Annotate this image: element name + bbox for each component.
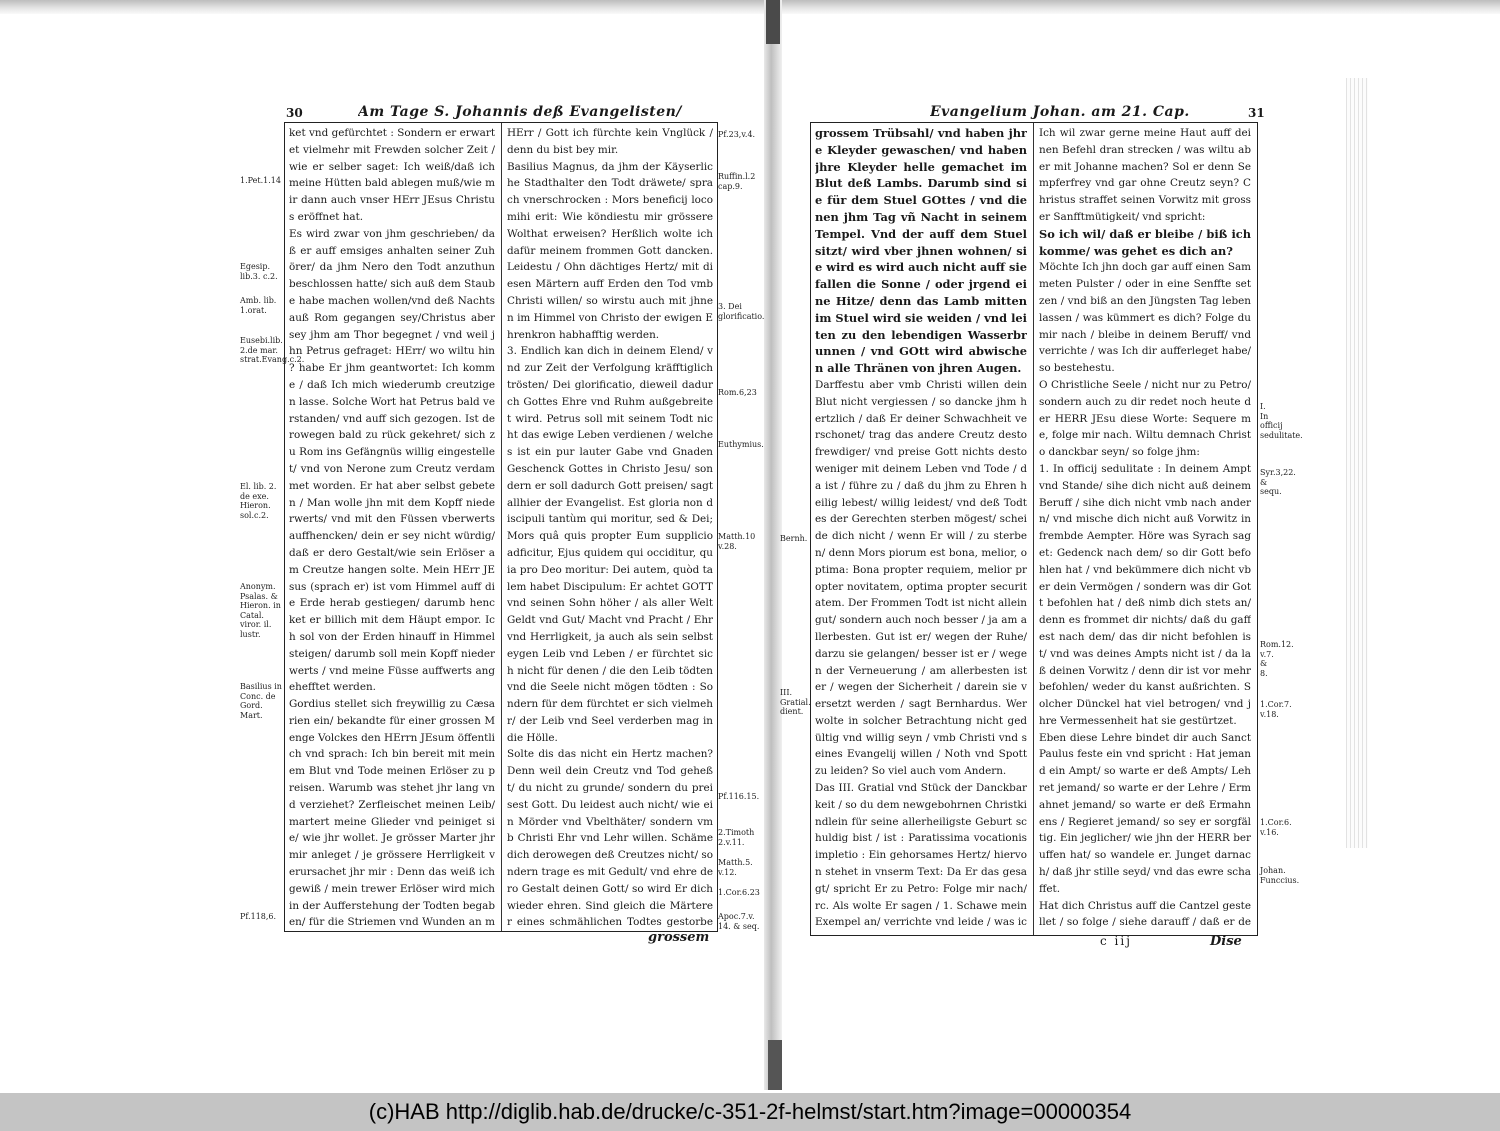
margin-note: Anonym. Psalas. & Hieron. in Catal. viror. il. lustr.	[240, 582, 281, 639]
paragraph: Hat dich Christus auff die Cantzel gestellet / so folge / siehe darauff / daß er de	[1039, 899, 1251, 929]
margin-note: Bernh.	[780, 534, 808, 543]
paragraph: Eben diese Lehre bindet dir auch Sanct Paulus feste ein vnd spricht : Hat jemand ein Ampt/ so warte er deß Ampts/ Lehret jemand/ so warte er der Lehre / Ermahnet jemand/ so warte er deß Ermahnens / Regieret jemand/ so sey er sorgfältig. Ein jeglicher/ wie jhn der HERR beruffen hat/ so wandele er. Junget darnach/ daß jhr stille seyd/ vnd das ewre schaffet.	[1039, 731, 1251, 895]
paragraph: Es wird zwar von jhm geschrieben/ daß er auff emsiges anhalten seiner Zuhörer/ da jhm Nero den Todt anzuthun beschlossen hatte/ sich auß dem Staube habe machen wollen/vnd deß Nachts auß Rom gegangen sey/Christus aber sey jhm am Thor begegnet / vnd weil jhn Petrus gefraget: HErr/ wo wiltu hin ? habe Er jhm geantwortet: Ich komme / daß Ich mich wiederumb creutzigen lasse. Solche Wort hat Petrus bald verstanden/ vnd auff sich gezogen. Ist derowegen bald zu rück gekehret/ sich zu Rom ins Gefängnüs willig eingestellet/ vnd von Nerone zum Creutz verdammet worden. Er hat aber selbst gebeten / Man wolle jhn mit dem Kopff niederwerts/ vnd mit den Füssen vberwerts auffhencken/ dein er sey nicht würdig/daß er dero Gestalt/wie sein Erlöser am Creutze hangen solte. Mein HErr JEsus (sprach er) ist vom Himmel auff die Erde herab gestiegen/ darumb hencket er billich mit dem Häupt empor. Ich sol von der Erden hinauff in Himmel steigen/ darumb soll mein Kopff niederwerts / vnd meine Füsse auffwerts angehefftet werden.	[289, 227, 495, 694]
paragraph: 3. Endlich kan dich in deinem Elend/ vnd zur Zeit der Verfolgung kräfftiglich trösten/ Dei glorificatio, dieweil dadurch Gottes Ehre vnd Ruhm außgebreitet wird. Petrus soll mit seinem Todt nicht das ewige Leben verdienen / welches ist ein pur lauter Gabe vnd Gnaden Geschenck Gottes in Christo Jesu/ sondern er soll dadurch Gott preisen/ sagt allhier der Evangelist. Est gloria non discipuli tantùm qui moritur, sed & Dei; Mors quâ quis propter Eum supplicio adficitur, Ejus quidem qui occiditur, quia pro Deo moritur: Dei autem, quòd talem habet Discipulum: Er achtet GOTT vnd seinen Sohn höher / als aller Welt Geldt vnd Gut/ Macht vnd Pracht / Ehr vnd Herrligkeit, ja auch als sein selbst eygen Leib vnd Leben / er fürchtet sich nicht für denen / die den Leib tödten vnd die Seele nicht mögen tödten : Sondern für dem fürchtet er sich vielmehr/ der Leib vnd Seel verderben mag in die Hölle.	[507, 345, 713, 744]
running-head: Am Tage S. Johannis deß Evangelisten/	[358, 104, 682, 120]
margin-note: Rom.6,23	[718, 388, 757, 397]
margin-note: Matth.5. v.12.	[718, 858, 753, 877]
margin-note: III. Gratial. dient.	[780, 688, 811, 716]
margin-note: Eusebi.lib. 2.de mar. strat.Evang.c.2.	[240, 336, 305, 364]
scan-top-edge	[0, 0, 1500, 14]
margin-note: 3. Dei glorificatio.	[718, 302, 765, 321]
margin-note: 1.Cor.6. v.16.	[1260, 818, 1292, 837]
paragraph: Gordius stellet sich freywillig zu Cæsarien ein/ bekandte für einer grossen Menge Volckes den HErrn JEsum öffentlich vnd sprach: Ich bin bereit mit meinem Blut vnd Tode meinen Erlöser zu preisen. Warumb was stehet jhr lang vnd verziehet? Zerfleischet meinen Leib/ martert meine Glieder vnd peiniget sie/ wie jhr wollet. Je grösser Marter jhr mir anleget / je grössere Herrligkeit verursachet jhr mir : Denn das weiß ich gewiß / mein trewer Erlöser wird mich in der Aufferstehung der Todten begaben/ für die Striemen vnd Wunden an m	[289, 698, 495, 929]
paragraph-emphasis: So ich wil/ daß er bleibe / biß ich komme/ was gehet es dich an?	[1039, 226, 1251, 258]
margin-note: 2.Timoth 2.v.11.	[718, 828, 755, 847]
margin-note: Pf.118,6.	[240, 912, 277, 921]
margin-note: Egesip. lib.3. c.2.	[240, 262, 278, 281]
column-divider	[501, 123, 502, 931]
folio-number: 31	[1248, 106, 1265, 120]
margin-note: I. In officij sedulitate.	[1260, 402, 1303, 440]
catchword: grossem	[648, 930, 710, 945]
column-divider	[1033, 123, 1034, 935]
margin-note: 1.Cor.6.23	[718, 888, 760, 897]
margin-note: 1.Pet.1.14	[240, 176, 281, 185]
margin-note: Johan. Funccius.	[1260, 866, 1300, 885]
book-page-edges	[1346, 78, 1368, 848]
paragraph: 1. In officij sedulitate : In deinem Ampt vnd Stande/ sihe dich nicht auß deinem Beruff / sihe dich nicht vmb nach andern/ vnd mische dich nicht auß Vorwitz in frembde Aempter. Höre was Syrach saget: Gedenck nach dem/ so dir Gott befohlen hat / vnd bekümmere dich nicht vber dein Vermögen / sondern was dir Gott befohlen hat / deß nimb dich stets an/ denn es frommet dir nichts/ daß du gaffest nach dem/ das dir nicht befohlen ist/ vnd was deines Ampts nicht ist / da laß deinen Vorwitz / denn dir ist vor mehr befohlen/ weder du kanst außrichten. Solcher Dünckel hat viel betrogen/ vnd jhre Vermessenheit hat sie gestürtzet.	[1039, 462, 1251, 727]
text-frame	[284, 122, 718, 932]
paragraph: Möchte Ich jhn doch gar auff einen Sammeten Pulster / oder in eine Senffte setzen / vnd biß an den Jüngsten Tag leben lassen / was kümmert es dich? Folge du mir nach / bleibe in deinem Beruff/ vnd verrichte / was Ich dir aufferleget habe/ so bestehestu.	[1039, 261, 1251, 375]
margin-note: Syr.3,22. & sequ.	[1260, 468, 1296, 496]
paragraph: Solte dis das nicht ein Hertz machen? Denn weil dein Creutz vnd Tod geheßt/ du nicht zu grunde/ sondern du preisest Gott. Du leidest auch nicht/ wie ein Mörder vnd Vbelthäter/ sondern vmb Christi Ehr vnd Lehr willen. Schäme dich derowegen deß Creutzes nicht/ sondern trage es mit Gedult/ vnd ehre dero Gestalt deinen Gott/ so wird Er dich wieder ehren. Sind gleich die Märterer eines schmählichen Todtes gestorbe	[507, 748, 713, 929]
running-head: Evangelium Johan. am 21. Cap.	[930, 104, 1190, 120]
margin-note: El. lib. 2. de exe. Hieron. sol.c.2.	[240, 482, 277, 520]
text-column-b	[507, 125, 713, 929]
paragraph: Das III. Gratial vnd Stück der Danckbarkeit / so du dem newgebohrnen Christkindlein für seine allerheiligste Geburt schuldig bist / ist : Paratissima vocationis impletio : Ein gehorsames Hertz/ hiervon stehet in vnserm Text: Da Er das gesagt/ spricht Er zu Petro: Folge mir nach/ rc. Als wolte Er sagen / 1. Schawe mein Exempel an/ verrichte vnd leide / was ic	[815, 782, 1027, 929]
margin-note: Amb. lib. 1.orat.	[240, 296, 277, 315]
binding-tab-top	[766, 0, 780, 44]
folio-number: 30	[286, 106, 303, 120]
paragraph: ket vnd gefürchtet : Sondern er erwartet vielmehr mit Frewden solcher Zeit / wie er selber saget: Ich weiß/daß ich meine Hütten bald ablegen muß/wie mir dann auch vnser HErr JEsus Christus eröffnet hat.	[289, 127, 495, 223]
margin-note: Matth.10 v.28.	[718, 532, 756, 551]
paragraph: Basilius Magnus, da jhm der Käyserliche Stadthalter den Todt dräwete/ sprach vnerschrocken : Mors beneficij loco mihi erit: Wie köndiestu mir grössere Wolthat erweisen? Herßlich wolte ich dafür meinem frommen Gott dancken. Leidestu / Ohn dächtiges Hertz/ mit diesen Märtern auff Erden den Tod vmb Christi willen/ so wirstu auch mit jhnen im Himmel von Christo der ewigen Ehrenkron habhafftig werden.	[507, 160, 713, 341]
margin-note: Apoc.7.v. 14. & seq.	[718, 912, 760, 931]
margin-note: 1.Cor.7. v.18.	[1260, 700, 1292, 719]
paragraph-emphasis: grossem Trübsahl/ vnd haben jhre Kleyder gewaschen/ vnd haben jhre Kleyder helle gemachet im Blut deß Lambs. Darumb sind sie für dem Stuel GOttes / vnd dienen jhm Tag vñ Nacht in seinem Tempel. Vnd der auff dem Stuel sitzt/ wird vber jhnen wohnen/ sie wird es wird auch nicht auff sie fallen die Sonne / oder jrgend eine Hitze/ denn das Lamb mitten im Stuel wird sie weiden / vnd leiten zu den lebendigen Wasserbrunnen / vnd GOtt wird abwischen alle Thränen von jhren Augen.	[815, 126, 1027, 376]
paragraph: Darffestu aber vmb Christi willen dein Blut nicht vergiessen / so dancke jhm hertzlich / daß Er deiner Schwachheit verschonet/ trag das andere Creutz desto frewdiger/ vnd preise Gott nichts desto weniger mit deinem Leben vnd Tode / da ist / führe zu / daß du jhm zu Ehren heilig lebest/ willig leidest/ vnd deß Todtes der Gerechten sterben mögest/ scheide dich nicht / wenn Er will / zu sterben/ denn Mors piorum est bona, melior, optima: Bona propter requiem, melior propter novitatem, optima propter securitatem. Der Frommen Todt ist nicht allein gut/ sondern auch noch besser / ja am allerbesten. Gut ist er/ wegen der Ruhe/ darzu sie gelangen/ besser ist er / wegen der Verneuerung / am allerbesten ist er / wegen der Sicherheit / darein sie versetzt werden / sagt Bernhardus. Wer wolte in solcher Betrachtung nicht gedültig vnd willig seyn / vmb Christi vnd seines Evangelij willen / Noth vnd Spott zu leiden? So viel auch vom Andern.	[815, 378, 1027, 778]
text-frame	[810, 122, 1258, 936]
right-page	[780, 96, 1303, 950]
left-page	[238, 96, 765, 950]
paragraph: Ich wil zwar gerne meine Haut auff deinen Befehl dran strecken / was wiltu aber mit Johanne machen? Sol er denn Sempferfrey vnd gar ohne Creutz seyn? Christus straffet seinen Vorwitz mit grosser Sanfftmütigkeit/ vnd spricht:	[1039, 127, 1251, 223]
text-column-b	[1039, 125, 1251, 929]
margin-note: Pf.116.15.	[718, 792, 760, 801]
catchword: Dise	[1210, 934, 1242, 949]
margin-note: Ruffin.l.2 cap.9.	[718, 172, 756, 191]
margin-note: Basilius in Conc. de Gord. Mart.	[240, 682, 282, 720]
binding-tab-bottom	[768, 1040, 782, 1090]
source-footer: (c)HAB http://diglib.hab.de/drucke/c-351-2f-helmst/start.htm?image=00000354	[0, 1093, 1500, 1131]
text-column-a	[289, 125, 495, 929]
margin-note: Rom.12. v.7. & 8.	[1260, 640, 1294, 678]
book-spine	[764, 0, 782, 1090]
paragraph: O Christliche Seele / nicht nur zu Petro/ sondern auch zu dir redet noch heute der HERR JEsu diese Worte: Sequere me, folge mir nach. Wiltu demnach Christo danckbar seyn/ so folge jhm:	[1039, 378, 1251, 459]
signature-mark: c iij	[1100, 934, 1132, 948]
margin-note: Euthymius.	[718, 440, 764, 449]
margin-note: Pf.23,v.4.	[718, 130, 756, 139]
paragraph: HErr / Gott ich fürchte kein Vnglück / denn du bist bey mir.	[507, 127, 713, 156]
text-column-a	[815, 125, 1027, 929]
